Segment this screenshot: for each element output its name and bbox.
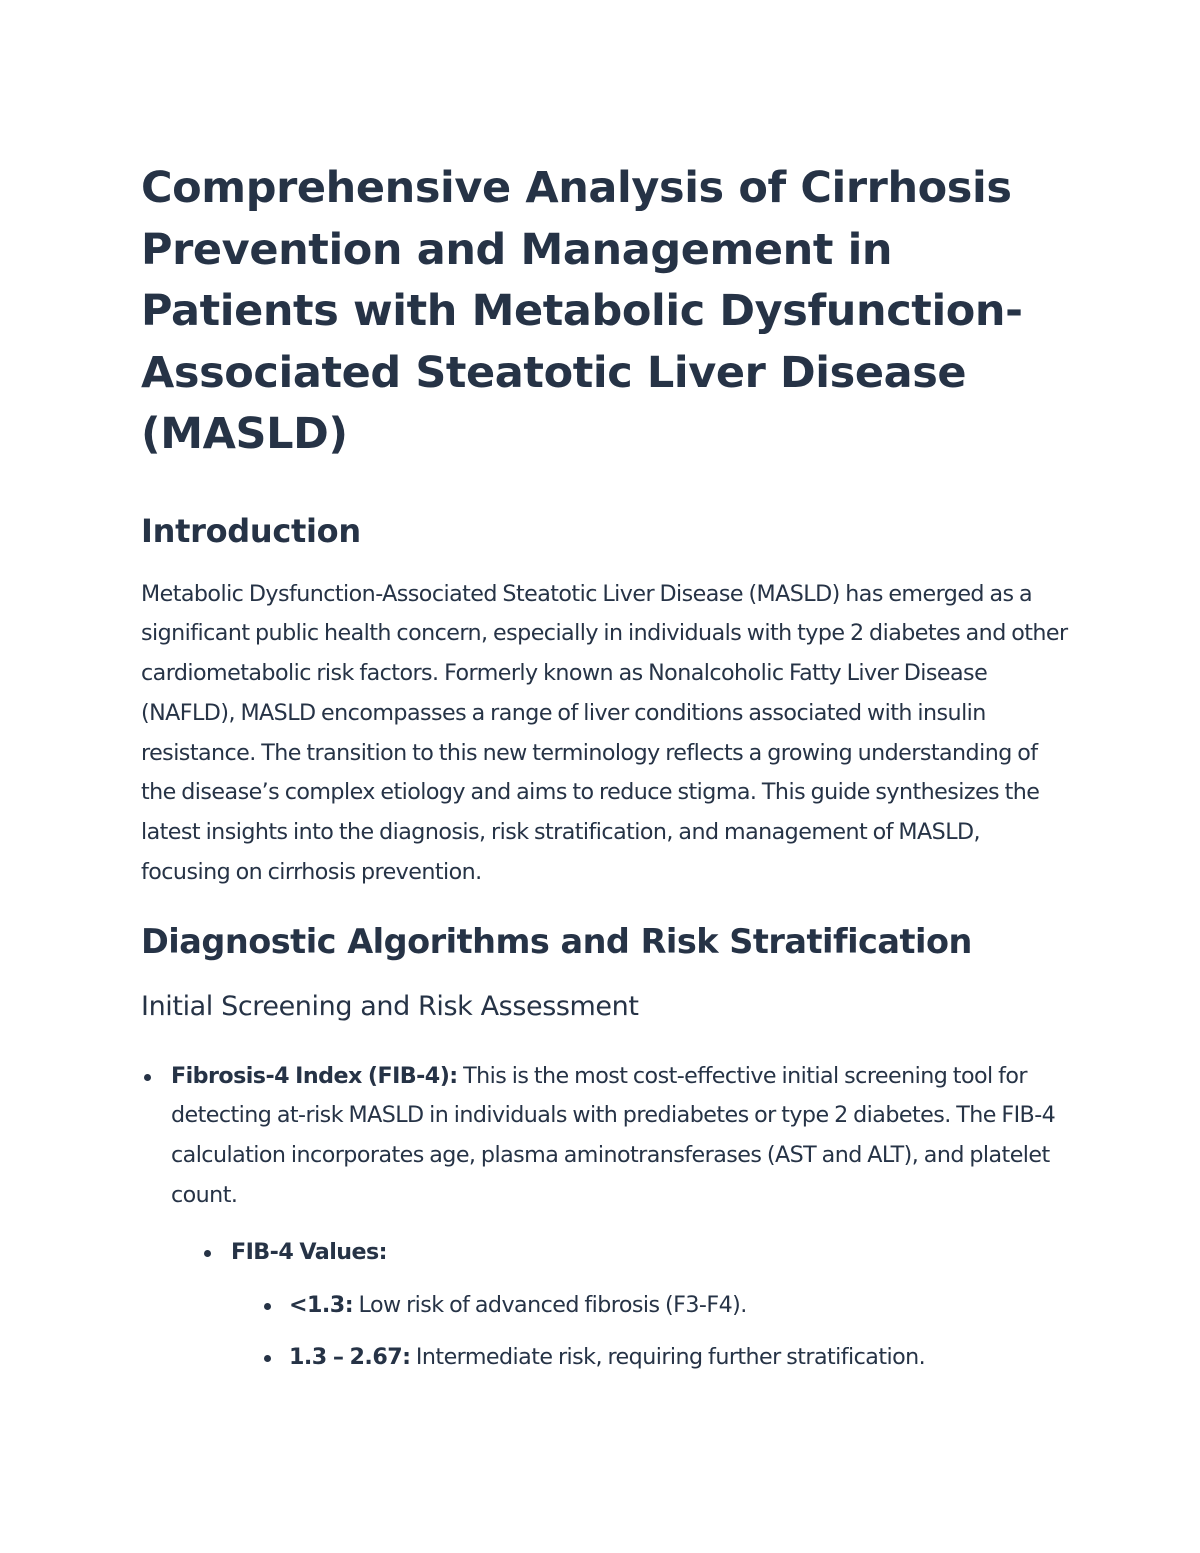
list-item-label: Fibrosis-4 Index (FIB-4):: [171, 1062, 458, 1089]
list-item-text: Intermediate risk, requiring further stratification.: [410, 1344, 926, 1371]
list-item-fib4: [141, 1057, 1071, 1378]
introduction-paragraph: Metabolic Dysfunction-Associated Steatotic Liver Disease (MASLD) has emerged as a significant public health concern, especially in individuals with type 2 diabetes and other cardiometabolic risk factors. Formerly known as Nonalcoholic Fatty Liver Disease (NAFLD), MASLD encompasses a range of liver conditions associated with insulin resistance. The transition to this new terminology reflects a growing understanding of the disease’s complex etiology and aims to reduce stigma. This guide synthesizes the latest insights into the diagnosis, risk stratification, and management of MASLD, focusing on cirrhosis prevention.: [141, 580, 1068, 886]
introduction-heading: Introduction: [141, 511, 361, 550]
list-item-fib4-values: [201, 1233, 1071, 1378]
bullet-icon: [144, 1074, 151, 1081]
diagnostics-heading: Diagnostic Algorithms and Risk Stratification: [141, 921, 972, 961]
bullet-icon: [264, 1355, 271, 1362]
bullet-icon: [204, 1250, 211, 1257]
screening-list: [141, 1057, 1071, 1378]
list-item-text: Low risk of advanced fibrosis (F3-F4).: [353, 1291, 747, 1318]
screening-subheading: Initial Screening and Risk Assessment: [141, 990, 639, 1022]
list-item-intermediate-risk: [261, 1338, 1071, 1378]
bullet-icon: [264, 1303, 271, 1310]
document-title: Comprehensive Analysis of Cirrhosis Prevention and Management in Patients with Metabolic Dysfunction-Associated Steatotic Liver Disease (MASLD): [141, 163, 1023, 459]
fib4-sublist: [171, 1233, 1071, 1378]
list-item-label: FIB-4 Values:: [231, 1239, 388, 1266]
list-item-text: This is the most cost-effective initial screening tool for detecting at-risk MASLD in individuals with prediabetes or type 2 diabetes. The FIB-4 calculation incorporates age, plasma aminotransferases (AST and ALT), and platelet count.: [171, 1062, 1056, 1208]
list-item-low-risk: [261, 1286, 1071, 1326]
list-item-label: <1.3:: [289, 1291, 354, 1318]
document-page: [141, 158, 1071, 1391]
fib4-values-list: [231, 1286, 1071, 1378]
list-item-label: 1.3 – 2.67:: [289, 1344, 411, 1371]
